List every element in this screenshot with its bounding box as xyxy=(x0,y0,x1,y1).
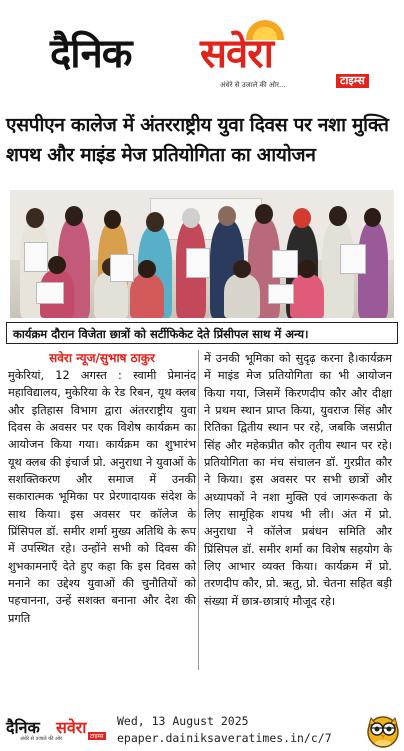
article-body-right: में उनकी भूमिका को सुदृढ़ करना है।कार्यक्रम में माइंड मेज प्रतियोगिता का भी आयोजन किया गया, जिसमें किरणदीप कौर और दीक्षा ने प्रथम स्थान प्राप्त किया, युवराज सिंह और रितिका द्वितीय स्थान पर रहे, जबकि जसप्रीत सिंह और महेकप्रीत कौर तृतीय स्थान पर रहे। प्रतियोगिता का मंच संचालन डॉ. गुरप्रीत कौर ने किया। इस अवसर पर सभी छात्रों और अध्यापकों ने नशा मुक्ति एवं जागरूकता के लिए सामूहिक शपथ भी ली। अंत में प्रो. अनुराधा ने कॉलेज प्रबंधन समिति और प्रिंसिपल डॉ. समीर शर्मा का विशेष सहयोग के लिए आभार व्यक्त किया। कार्यक्रम में प्रो. तरणदीप कौर, प्रो. ऋतु, प्रो. चेतना सहित बड़ी संख्या में छात्र-छात्राएं मौजूद रहे। xyxy=(204,352,392,608)
footer-logo-dainik: दैनिक xyxy=(6,718,40,737)
article-byline: सवेरा न्यूज/सुभाष ठाकुर xyxy=(49,351,155,365)
edition-date: Wed, 13 August 2025 xyxy=(117,714,249,728)
footer-logo-times: टाइम्स xyxy=(90,733,104,740)
logo-word-savera: सवेरा xyxy=(200,31,273,77)
photo-caption: कार्यक्रम दौरान विजेता छात्रों को सर्टीफिकेट देते प्रिंसीपल साथ में अन्य। xyxy=(6,322,398,344)
column-divider xyxy=(198,350,199,670)
article-column-right xyxy=(204,350,392,610)
logo-tagline: अंधेरे से उजाले की ओर... xyxy=(220,81,286,89)
newspaper-logo[interactable] xyxy=(50,8,370,88)
owl-icon xyxy=(366,708,400,748)
footer-logo-savera: सवेरा xyxy=(56,718,87,737)
article-column-left xyxy=(8,350,196,627)
epaper-link[interactable]: epaper.dainiksaveratimes.in/c/7 xyxy=(117,731,332,745)
footer xyxy=(0,706,404,751)
article-photo[interactable] xyxy=(10,190,394,318)
masthead xyxy=(0,0,404,100)
article-body-left: मुकेरियां, 12 अगस्त : स्वामी प्रेमानंद महाविद्यालय, मुकेरिया के रेड रिबन, यूथ क्लब और इतिहास विभाग द्वारा अंतरराष्ट्रीय युवा दिवस के अवसर पर एक विशेष कार्यक्रम का आयोजन किया गया। कार्यक्रम का शुभारंभ यूथ क्लब की इंचार्ज प्रो. अनुराधा ने युवाओं के सशक्तिकरण और समाज में उनकी सकारात्मक भूमिका पर प्रेरणादायक संदेश के साथ किया। इस अवसर पर कॉलेज के प्रिंसिपल डॉ. समीर शर्मा मुख्य अतिथि के रूप में उपस्थित रहे। उन्होंने सभी को दिवस की शुभकामनाएँ देते हुए कहा कि इस दिवस को मनाने का उद्देश्य युवाओं की चुनौतियों को पहचानना, उन्हें सशक्त बनाना और देश की प्रगति xyxy=(8,369,196,625)
logo-word-dainik: दैनिक xyxy=(50,31,132,77)
logo-word-times: टाइम्स xyxy=(336,74,369,88)
article-headline: एसपीएन कालेज में अंतरराष्ट्रीय युवा दिवस पर नशा मुक्ति शपथ और माइंड मेज प्रतियोगिता का आयोजन xyxy=(6,114,389,166)
footer-logo-tagline: अंधेरे से उजाले की ओर xyxy=(20,736,63,742)
